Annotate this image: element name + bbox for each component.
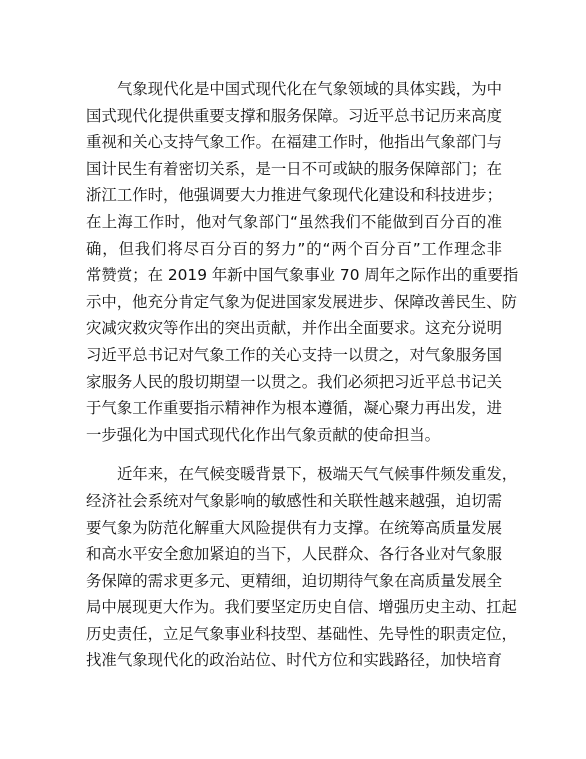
text-line: 和高水平安全愈加紧迫的当下，人民群众、各行各业对气象服 xyxy=(86,545,502,564)
text-line: 常赞赏；在 2019 年新中国气象事业 70 周年之际作出的重要指 xyxy=(86,266,519,285)
text-line: 于气象工作重要指示精神作为根本遵循，凝心聚力再出发，进 xyxy=(86,399,502,418)
text-line: 示中，他充分肯定气象为促进国家发展进步、保障改善民生、防 xyxy=(86,292,517,311)
text-line: 要气象为防范化解重大风险提供有力支撑。在统筹高质量发展 xyxy=(86,518,502,537)
text-line: 确，但我们将尽百分百的努力”的“两个百分百”工作理念非 xyxy=(86,239,502,258)
text-line: 务保障的需求更多元、更精细，迫切期待气象在高质量发展全 xyxy=(86,571,502,590)
text-line: 重视和关心支持气象工作。在福建工作时，他指出气象部门与 xyxy=(86,133,502,152)
text-line: 局中展现更大作为。我们要坚定历史自信、增强历史主动、扛起 xyxy=(86,598,517,617)
paragraph-2 xyxy=(86,461,518,674)
text-line: 找准气象现代化的政治站位、时代方位和实践路径，加快培育 xyxy=(86,651,502,670)
document-body xyxy=(86,76,519,674)
text-line: 在上海工作时，他对气象部门“虽然我们不能做到百分百的准 xyxy=(86,212,502,231)
text-line: 气象现代化是中国式现代化在气象领域的具体实践，为中 xyxy=(117,80,502,98)
text-line: 国计民生有着密切关系，是一日不可或缺的服务保障部门；在 xyxy=(86,159,502,178)
text-line: 家服务人民的殷切期望一以贯之。我们必须把习近平总书记关 xyxy=(86,372,502,391)
text-line: 习近平总书记对气象工作的关心支持一以贯之，对气象服务国 xyxy=(86,345,502,364)
text-line: 历史责任，立足气象事业科技型、基础性、先导性的职责定位， xyxy=(86,624,517,643)
text-line: 国式现代化提供重要支撑和服务保障。习近平总书记历来高度 xyxy=(86,106,502,125)
text-line: 一步强化为中国式现代化作出气象贡献的使命担当。 xyxy=(86,425,440,444)
text-line: 浙江工作时，他强调要大力推进气象现代化建设和科技进步； xyxy=(86,186,502,205)
text-line: 经济社会系统对气象影响的敏感性和关联性越来越强，迫切需 xyxy=(86,491,502,510)
paragraph-1 xyxy=(86,76,519,448)
text-line: 灾减灾救灾等作出的突出贡献，并作出全面要求。这充分说明 xyxy=(86,319,502,338)
text-line: 近年来，在气候变暖背景下，极端天气气候事件频发重发， xyxy=(117,465,518,484)
